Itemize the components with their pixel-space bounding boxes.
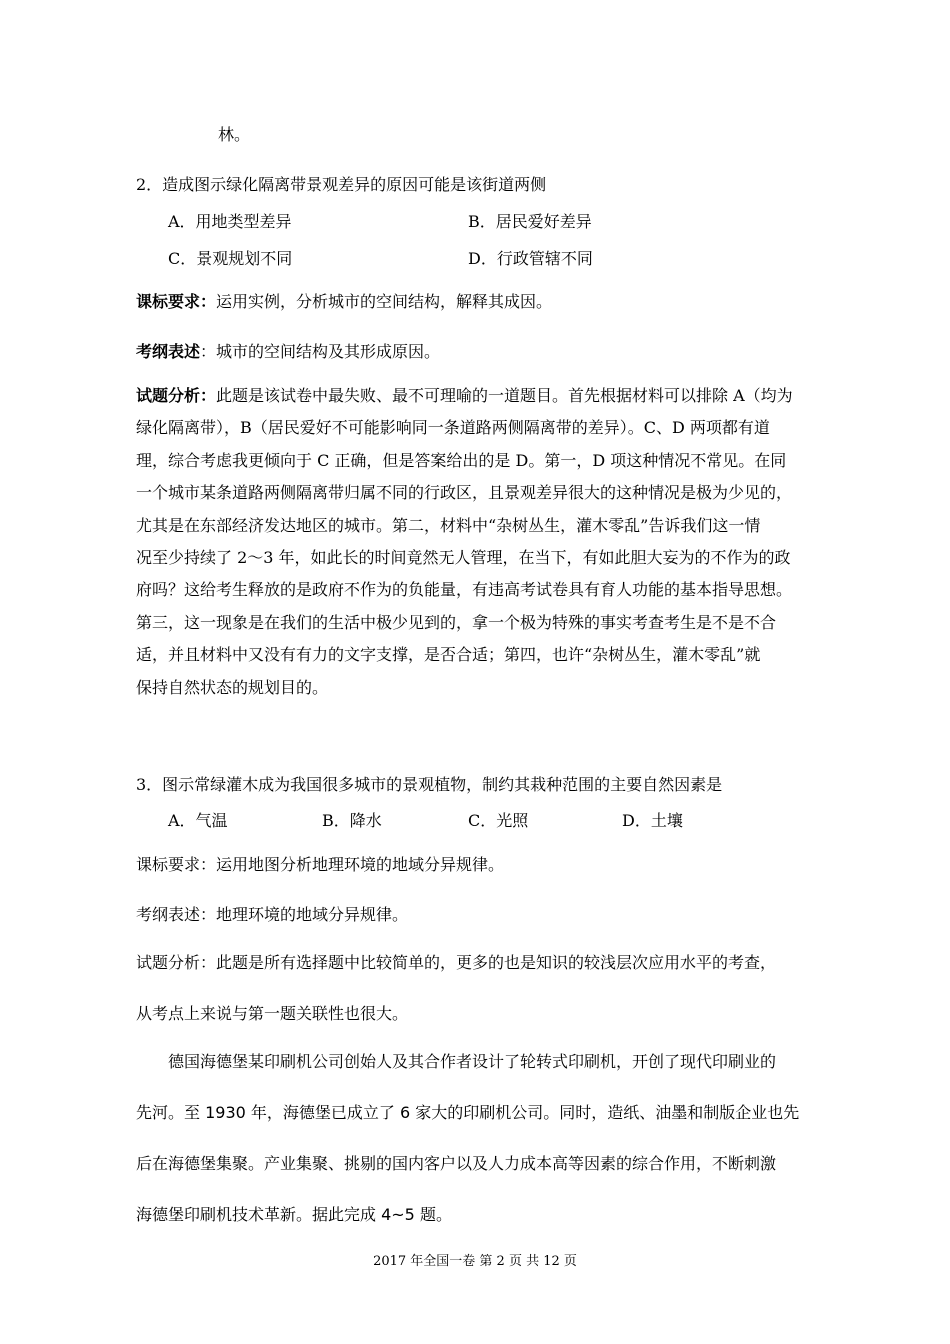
q2-analysis-line-9: 适，并且材料中又没有有力的文字支撑，是否合适；第四，也许“杂树丛生，灌木零乱”就 bbox=[136, 645, 761, 665]
q3-outline-text: 地理环境的地域分异规律。 bbox=[216, 905, 409, 924]
q2-analysis bbox=[136, 380, 816, 704]
q2-analysis-line-6: 况至少持续了 2～3 年，如此长的时间竟然无人管理，在当下，有如此胆大妄为的不作为的政 bbox=[136, 548, 791, 568]
q3-option-c: C．光照 bbox=[468, 811, 529, 830]
q2-analysis-label: 试题分析： bbox=[136, 386, 217, 405]
q3-standard-text: 运用地图分析地理环境的地域分异规律。 bbox=[216, 855, 505, 874]
q2-standard-text: 运用实例，分析城市的空间结构，解释其成因。 bbox=[216, 292, 553, 311]
q2-analysis-line-7: 府吗？这给考生释放的是政府不作为的负能量，有违高考试卷具有育人功能的基本指导思想。 bbox=[136, 580, 793, 600]
q2-analysis-line-10: 保持自然状态的规划目的。 bbox=[136, 677, 329, 697]
q2-analysis-text-1: 此题是该试卷中最失败、最不可理喻的一道题目。首先根据材料可以排除 A（均为 bbox=[216, 386, 793, 405]
q2-outline bbox=[136, 339, 440, 362]
q2-analysis-line-4: 一个城市某条道路两侧隔离带归属不同的行政区，且景观差异很大的这种情况是极为少见的， bbox=[136, 483, 793, 503]
q3-option-b: B．降水 bbox=[322, 811, 382, 830]
q2-outline-label: 考纲表述 bbox=[136, 342, 201, 361]
q2-option-a: A．用地类型差异 bbox=[168, 212, 292, 231]
q2-option-b: B．居民爱好差异 bbox=[468, 212, 592, 231]
material-line-3: 后在海德堡集聚。产业集聚、挑剔的国内客户以及人力成本高等因素的综合作用，不断刺激 bbox=[136, 1154, 777, 1173]
q2-standard-label: 课标要求： bbox=[136, 292, 217, 311]
q2-analysis-line-5: 尤其是在东部经济发达地区的城市。第二，材料中“杂树丛生，灌木零乱”告诉我们这一情 bbox=[136, 515, 761, 535]
q3-standard bbox=[136, 852, 504, 875]
q3-analysis-label: 试题分析： bbox=[136, 953, 217, 972]
q2-analysis-line-8: 第三，这一现象是在我们的生活中极少见到的，拿一个极为特殊的事实考查考生是不是不合 bbox=[136, 612, 777, 632]
material-line-2: 先河。至 1930 年，海德堡已成立了 6 家大的印刷机公司。同时，造纸、油墨和制版企业也先 bbox=[136, 1103, 800, 1122]
material-line-1: 德国海德堡某印刷机公司创始人及其合作者设计了轮转式印刷机，开创了现代印刷业的 bbox=[168, 1052, 777, 1071]
q2-analysis-line-1 bbox=[136, 380, 816, 412]
q2-option-d: D．行政管辖不同 bbox=[468, 249, 593, 268]
q3-analysis bbox=[136, 937, 816, 1039]
q3-stem: 3．图示常绿灌木成为我国很多城市的景观植物，制约其栽种范围的主要自然因素是 bbox=[136, 775, 723, 794]
material-line-4: 海德堡印刷机技术革新。据此完成 4~5 题。 bbox=[136, 1205, 452, 1224]
q3-outline bbox=[136, 902, 408, 925]
q3-option-d: D．土壤 bbox=[622, 811, 683, 830]
q3-analysis-line-2: 从考点上来说与第一题关联性也很大。 bbox=[136, 1004, 409, 1023]
q3-outline-label: 考纲表述： bbox=[136, 905, 217, 924]
q2-stem: 2．造成图示绿化隔离带景观差异的原因可能是该街道两侧 bbox=[136, 175, 547, 194]
page-footer: 2017 年全国一卷 第 2 页 共 12 页 bbox=[373, 1254, 577, 1269]
q3-analysis-text-1: 此题是所有选择题中比较简单的，更多的也是知识的较浅层次应用水平的考查， bbox=[216, 953, 777, 972]
q2-standard bbox=[136, 289, 552, 312]
q2-outline-text: ：城市的空间结构及其形成原因。 bbox=[200, 342, 441, 361]
top-fragment: 林。 bbox=[218, 125, 251, 144]
q2-analysis-line-3: 理，综合考虑我更倾向于 C 正确，但是答案给出的是 D。第一，D 项这种情况不常见。在同 bbox=[136, 450, 787, 470]
q3-analysis-line-1 bbox=[136, 937, 816, 988]
q2-analysis-line-2: 绿化隔离带），B（居民爱好不可能影响同一条道路两侧隔离带的差异）。C、D 两项都有道 bbox=[136, 418, 770, 438]
q3-standard-label: 课标要求： bbox=[136, 855, 217, 874]
q2-option-c: C．景观规划不同 bbox=[168, 249, 293, 268]
material-passage bbox=[136, 1036, 816, 1240]
q3-option-a: A．气温 bbox=[168, 811, 228, 830]
